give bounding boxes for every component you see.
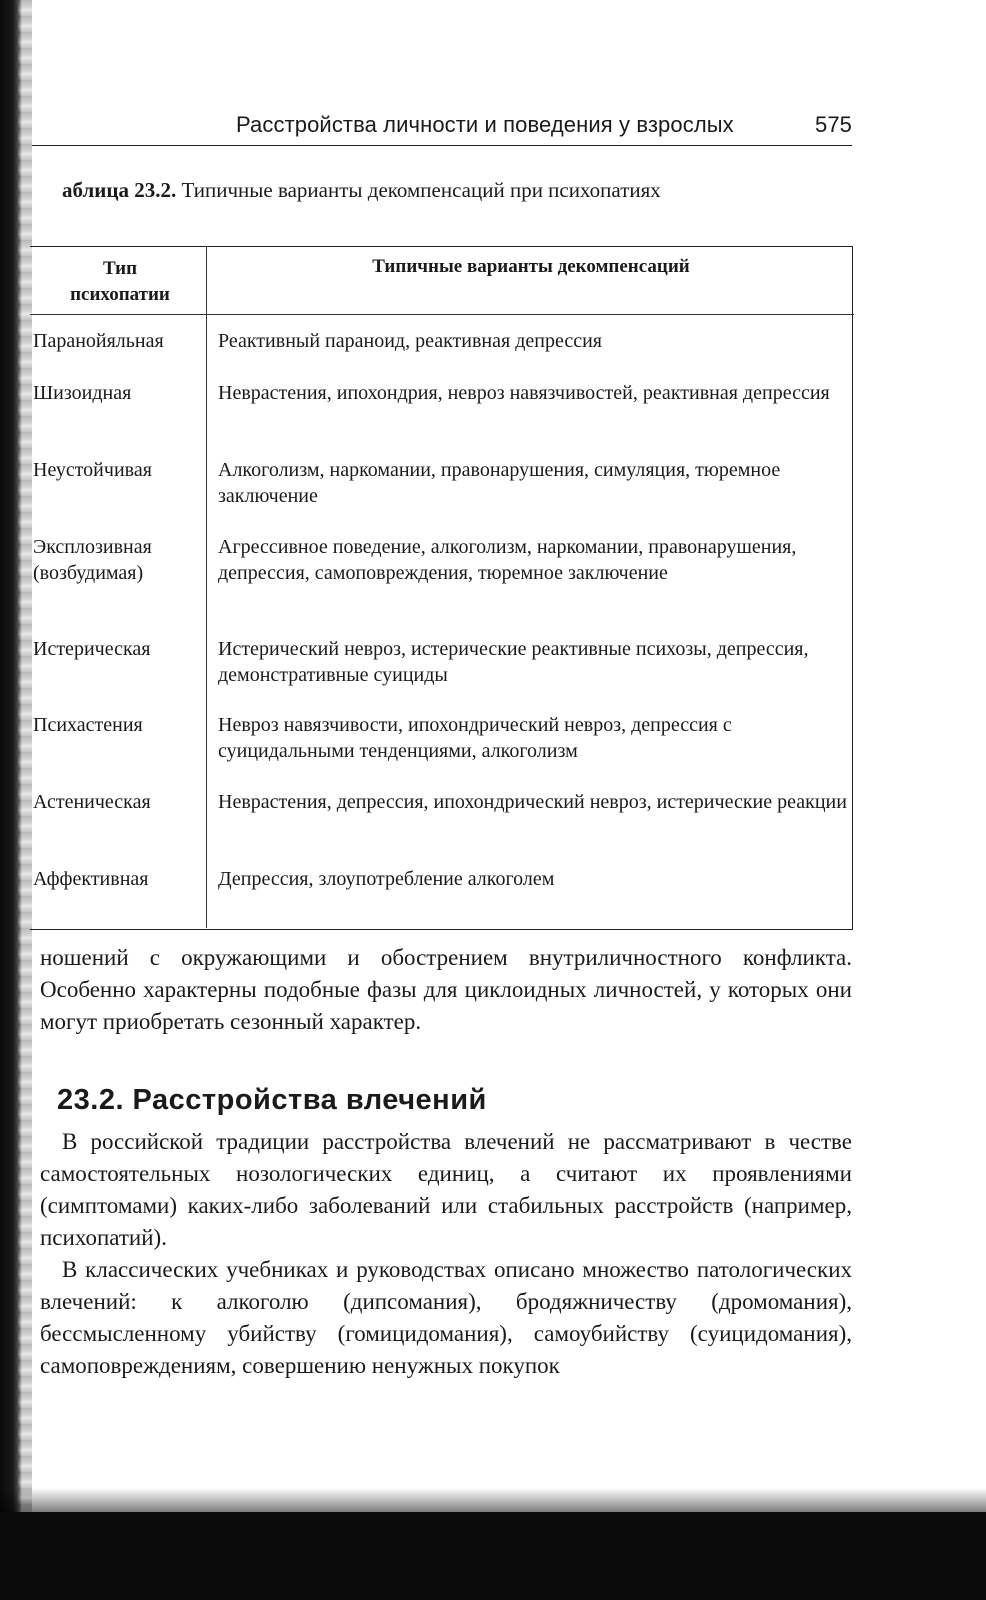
table-caption	[62, 178, 661, 203]
table-cell-variants: Истерический невроз, истерические реактивные психозы, депрессия, демонстративные суициды	[218, 638, 809, 686]
table-cell-variants: Депрессия, злоупотребление алкоголем	[218, 868, 555, 890]
continuation-paragraph: ношений с окружающими и обострением внутриличностного конфликта. Особенно характерны подобные фазы для циклоидных личностей, у которых они могут приобретать сезонный характер.	[40, 945, 852, 1034]
table-cell-type: Шизоидная	[33, 382, 132, 404]
running-head	[236, 112, 852, 138]
table-cell-variants: Реактивный параноид, реактивная депрессия	[218, 330, 602, 352]
table-cell-type: Паранойяльная	[33, 330, 164, 352]
scan-bottom-edge	[0, 1512, 986, 1600]
table-cell-type: Эксплозивная (возбудимая)	[33, 536, 152, 584]
table-cell-type: Аффективная	[33, 868, 149, 890]
table-cell-variants: Невроз навязчивости, ипохондрический невроз, депрессия с суицидальными тенденциями, алкоголизм	[218, 714, 732, 762]
running-head-title: Расстройства личности и поведения у взрослых	[236, 112, 734, 137]
scan-bottom-shadow	[0, 1488, 986, 1514]
table-cell-type: Истерическая	[33, 638, 151, 660]
table-header-type: Тип психопатии	[70, 258, 170, 305]
table-header-variants: Типичные варианты декомпенсаций	[372, 256, 690, 277]
table-caption-label: аблица 23.2.	[62, 178, 177, 202]
table-cell-variants: Неврастения, депрессия, ипохондрический невроз, истерические реакции	[218, 791, 847, 813]
table-cell-variants: Агрессивное поведение, алкоголизм, наркомании, правонарушения, депрессия, самоповреждения, тюремное заключение	[218, 536, 797, 584]
header-rule	[32, 145, 852, 146]
table-caption-text: Типичные варианты декомпенсаций при психопатиях	[181, 178, 661, 202]
table-cell-variants: Алкоголизм, наркомании, правонарушения, симуляция, тюремное заключение	[218, 459, 781, 507]
body-paragraph: В российской традиции расстройства влечений не рассматривают в честве самостоятельных нозологических единиц, а считают их проявлениями (симптомами) каких-либо заболеваний или стабильных расстройств (например, психопатий).	[40, 1129, 852, 1250]
table-cell-type: Астеническая	[33, 791, 151, 813]
page-number: 575	[814, 112, 852, 137]
table-column-divider	[206, 246, 207, 928]
table-header-rule	[30, 314, 854, 315]
section-title: 23.2. Расстройства влечений	[57, 1084, 487, 1116]
table-cell-type: Психастения	[33, 714, 143, 736]
table-cell-variants: Неврастения, ипохондрия, невроз навязчивостей, реактивная депрессия	[218, 382, 830, 404]
table-cell-type: Неустойчивая	[33, 459, 152, 481]
body-paragraph: В классических учебниках и руководствах описано множество патологических влечений: к алкоголю (дипсомания), бродяжничеству (дромомания), бессмысленному убийству (гомицидомания), самоубийству (суицидомания), самоповреждениям, совершению ненужных покупок	[40, 1257, 852, 1378]
section-body	[40, 1126, 852, 1382]
